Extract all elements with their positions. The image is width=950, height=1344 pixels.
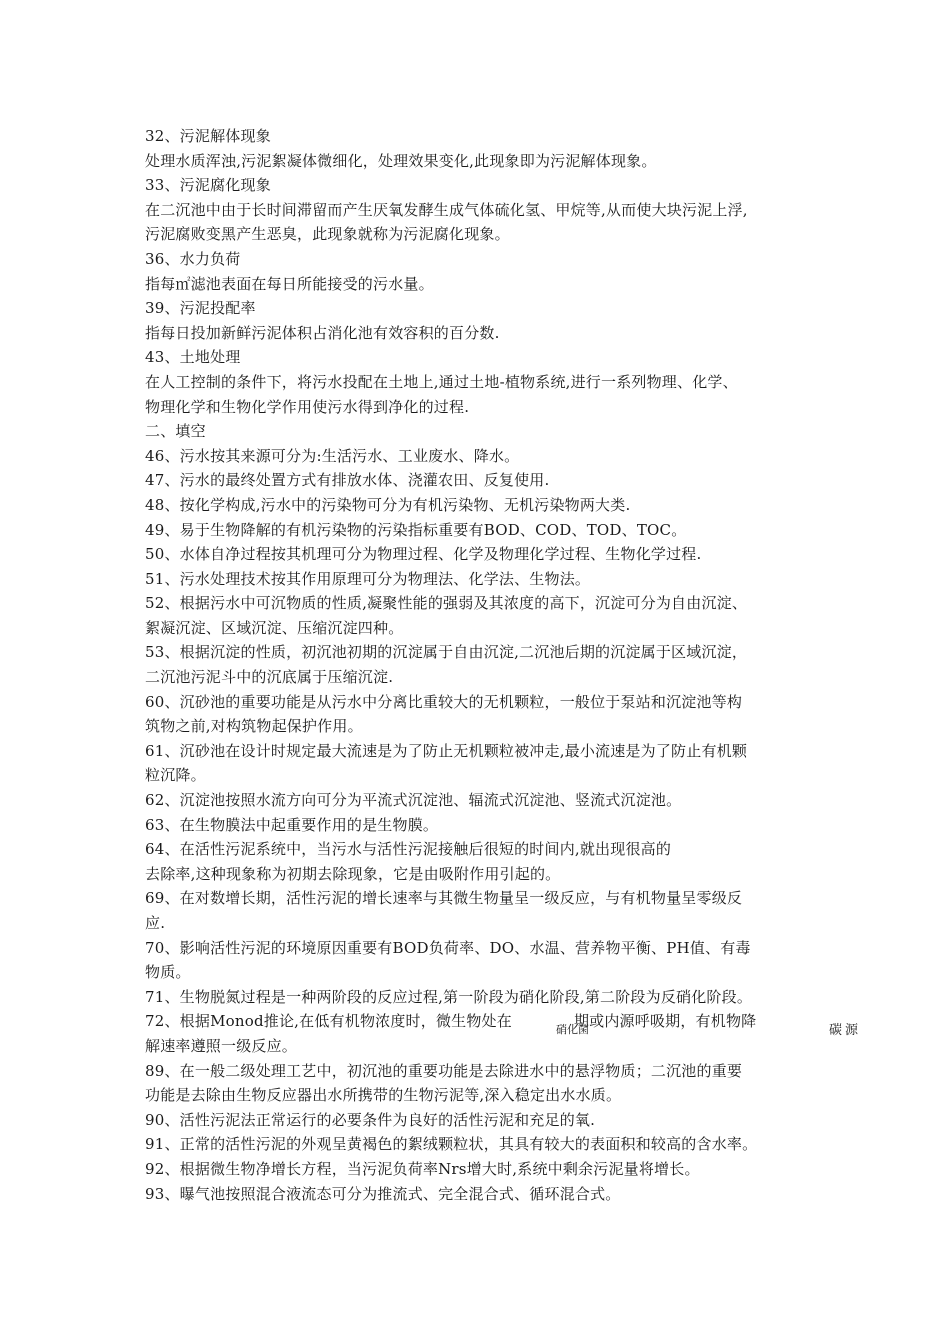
fill-in-item-72-start: 72、根据Monod推论,在低有机物浓度时，微生物处在	[145, 1012, 512, 1031]
fill-in-item: 52、根据污水中可沉物质的性质,凝聚性能的强弱及其浓度的高下，沉淀可分为自由沉淀、	[145, 594, 748, 613]
definition-text: 在二沉池中由于长时间滞留而产生厌氧发酵生成气体硫化氢、甲烷等,从而使大块污泥上浮,	[145, 200, 748, 219]
inline-annotation-nitrifier: 硝化菌	[556, 1023, 589, 1036]
fill-in-item: 69、在对数增长期，活性污泥的增长速率与其微生物量呈一级反应，与有机物量呈零级反	[145, 889, 743, 908]
fill-in-item: 62、沉淀池按照水流方向可分为平流式沉淀池、辐流式沉淀池、竖流式沉淀池。	[145, 791, 682, 810]
fill-in-item: 50、水体自净过程按其机理可分为物理过程、化学及物理化学过程、生物化学过程.	[145, 545, 702, 564]
fill-in-item: 92、根据微生物净增长方程，当污泥负荷率Nrs增大时,系统中剩余污泥量将增长。	[145, 1159, 700, 1178]
term-heading: 32、污泥解体现象	[145, 127, 271, 145]
definition-text: 在人工控制的条件下，将污水投配在土地上,通过土地-植物系统,进行一系列物理、化学、	[145, 372, 738, 391]
fill-in-item: 功能是去除由生物反应器出水所携带的生物污泥等,深入稳定出水水质。	[145, 1086, 622, 1105]
fill-in-item: 64、在活性污泥系统中，当污水与活性污泥接触后很短的时间内,就出现很高的	[145, 840, 672, 859]
fill-in-item: 63、在生物膜法中起重要作用的是生物膜。	[145, 815, 439, 834]
definition-text: 处理水质浑浊,污泥絮凝体微细化，处理效果变化,此现象即为污泥解体现象。	[145, 151, 657, 170]
fill-in-item: 60、沉砂池的重要功能是从污水中分离比重较大的无机颗粒，一般位于泵站和沉淀池等构	[145, 692, 743, 711]
definition-text: 指每㎡滤池表面在每日所能接受的污水量。	[145, 274, 434, 293]
fill-in-item: 48、按化学构成,污水中的污染物可分为有机污染物、无机污染物两大类.	[145, 495, 631, 514]
fill-in-item: 解速率遵照一级反应。	[145, 1036, 298, 1055]
fill-in-item: 89、在一般二级处理工艺中，初沉池的重要功能是去除进水中的悬浮物质；二沉池的重要	[145, 1061, 743, 1080]
term-heading: 39、污泥投配率	[145, 299, 256, 318]
section-heading: 二、填空	[145, 422, 206, 441]
fill-in-item: 46、污水按其来源可分为:生活污水、工业废水、降水。	[145, 446, 520, 465]
term-heading: 33、污泥腐化现象	[145, 176, 271, 195]
fill-in-item: 49、易于生物降解的有机污染物的污染指标重要有BOD、COD、TOD、TOC。	[145, 520, 687, 539]
term-heading: 36、水力负荷	[145, 249, 241, 268]
definition-text: 污泥腐败变黑产生恶臭，此现象就称为污泥腐化现象。	[145, 225, 510, 244]
definition-text: 物理化学和生物化学作用使污水得到净化的过程.	[145, 397, 470, 416]
margin-annotation-carbon-source: 碳源	[829, 1023, 862, 1038]
fill-in-item: 絮凝沉淀、区域沉淀、压缩沉淀四种。	[145, 618, 404, 637]
fill-in-item: 91、正常的活性污泥的外观呈黄褐色的絮绒颗粒状，其具有较大的表面积和较高的含水率。	[145, 1135, 758, 1154]
fill-in-item: 物质。	[145, 963, 191, 982]
fill-in-item-72-end: 期或内源呼吸期，有机物降	[573, 1012, 757, 1031]
fill-in-item: 筑物之前,对构筑物起保护作用。	[145, 717, 363, 736]
fill-in-item: 90、活性污泥法正常运行的必要条件为良好的活性污泥和充足的氧.	[145, 1110, 596, 1129]
term-heading: 43、土地处理	[145, 348, 241, 367]
fill-in-item: 70、影响活性污泥的环境原因重要有BOD负荷率、DO、水温、营养物平衡、PH值、有毒	[145, 938, 751, 957]
fill-in-item: 61、沉砂池在设计时规定最大流速是为了防止无机颗粒被冲走,最小流速是为了防止有机颗	[145, 741, 748, 760]
fill-in-item: 51、污水处理技术按其作用原理可分为物理法、化学法、生物法。	[145, 569, 591, 588]
fill-in-item: 粒沉降。	[145, 766, 206, 785]
fill-in-item: 应.	[145, 914, 166, 932]
fill-in-item: 47、污水的最终处置方式有排放水体、浇灌农田、反复使用.	[145, 471, 550, 490]
fill-in-item: 53、根据沉淀的性质，初沉池初期的沉淀属于自由沉淀,二沉池后期的沉淀属于区域沉淀，	[145, 643, 748, 662]
fill-in-item-72	[145, 1009, 813, 1034]
fill-in-item: 二沉池污泥斗中的沉底属于压缩沉淀.	[145, 668, 394, 687]
fill-in-item: 71、生物脱氮过程是一种两阶段的反应过程,第一阶段为硝化阶段,第二阶段为反硝化阶段。	[145, 987, 753, 1006]
fill-in-item: 93、曝气池按照混合液流态可分为推流式、完全混合式、循环混合式。	[145, 1184, 621, 1203]
document-body	[145, 124, 813, 1206]
fill-in-item: 去除率,这种现象称为初期去除现象，它是由吸附作用引起的。	[145, 864, 561, 883]
definition-text: 指每日投加新鲜污泥体积占消化池有效容积的百分数.	[145, 323, 500, 342]
